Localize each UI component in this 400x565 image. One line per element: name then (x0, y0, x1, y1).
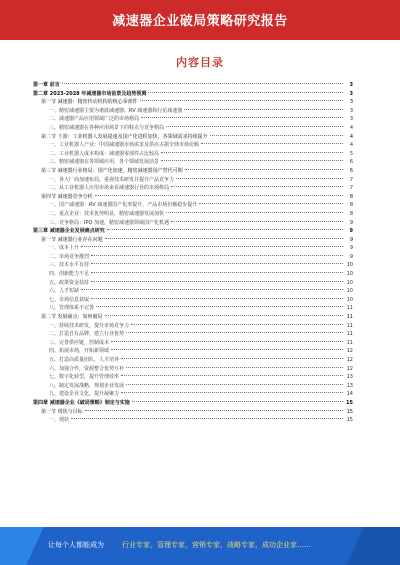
toc-dot-leader (96, 306, 343, 307)
toc-entry[interactable] (33, 81, 353, 90)
footer-tagline: 行业专家，管理专家，营销专家，战略专家，成功企业家…… (122, 541, 311, 549)
toc-dot-leader (91, 255, 343, 256)
toc-entry-page: 4 (349, 133, 353, 140)
toc-dot-leader (81, 246, 343, 247)
toc-entry-label: 三、精密减速器在各种应用场景下的特点与竞争格局 (49, 124, 165, 131)
toc-entry-page: 13 (346, 382, 353, 389)
toc-entry-label: 四、拓展市场，开拓新领域 (49, 348, 110, 355)
toc-dot-leader (126, 384, 343, 385)
toc-entry[interactable] (33, 158, 353, 167)
toc-dot-leader (171, 221, 343, 222)
toc-entry[interactable] (33, 365, 353, 374)
toc-entry[interactable] (33, 390, 353, 399)
toc-entry-page: 9 (349, 219, 353, 226)
toc-dot-leader (131, 324, 343, 325)
toc-dot-leader (210, 135, 343, 136)
toc-entry-label: 七、市场信息获取 (49, 296, 90, 303)
toc-dot-leader (81, 289, 343, 290)
toc-entry-label: 二、从工业机器人应用市场来看减速器行业的市场格局 (49, 185, 170, 192)
toc-entry-label: 第四章 减速器企业《破局策略》制定与实施 (33, 399, 130, 406)
toc-entry-page: 4 (349, 142, 353, 149)
toc-entry[interactable] (33, 270, 353, 279)
toc-entry-page: 12 (346, 357, 353, 363)
toc-entry-page: 11 (346, 322, 353, 329)
toc-entry[interactable] (33, 201, 353, 210)
toc-entry-page: 8 (349, 202, 353, 209)
toc-entry-page: 11 (346, 331, 353, 338)
toc-dot-leader (199, 203, 343, 204)
toc-entry-page: 3 (349, 82, 353, 88)
toc-entry[interactable] (33, 219, 353, 228)
toc-entry[interactable] (33, 167, 353, 176)
toc-dot-leader (121, 358, 343, 359)
toc-entry[interactable] (33, 322, 353, 331)
toc-entry-label: 六、人才短缺 (49, 288, 80, 295)
toc-entry-label: 第三节 减速器行业格局：国产化加速，精密减速器国产替代可期 (41, 167, 183, 174)
footer-banner (0, 527, 400, 565)
toc-dot-leader (85, 410, 343, 411)
toc-entry-label: 一、持续技术研发，提升市场竞争力 (49, 322, 130, 329)
toc-entry-page: 6 (349, 159, 353, 166)
toc-entry[interactable] (33, 347, 353, 356)
toc-dot-leader (201, 143, 343, 144)
toc-entry-page: 9 (349, 228, 353, 235)
toc-entry[interactable] (33, 115, 353, 124)
toc-entry-page: 15 (346, 408, 353, 415)
toc-entry-page: 14 (346, 391, 353, 398)
toc-entry-page: 12 (346, 365, 353, 372)
toc-dot-leader (111, 341, 343, 342)
toc-dot-leader (71, 418, 343, 419)
toc-entry-page: 11 (346, 339, 353, 346)
toc-entry-label: 三、技术水平有待 (49, 262, 90, 269)
toc-entry[interactable] (33, 399, 353, 408)
toc-entry-label: 六、加强合作，资源整合优势互补 (49, 365, 125, 372)
toc-dot-leader (91, 263, 343, 264)
toc-entry-label: 第二节 发展痛点：如何破局 (41, 314, 103, 321)
toc-entry-page: 5 (349, 150, 353, 157)
toc-entry-label: 第一节 减速器行业存在问题 (41, 236, 103, 243)
toc-entry-page: 3 (349, 99, 353, 106)
toc-entry-label: 五、政策资金扶持 (49, 279, 90, 286)
toc-entry[interactable] (33, 210, 353, 219)
toc-entry-label: 一、国产减速器：RV 减速器国产化率提升，产品市场份额稳步提升 (49, 202, 198, 209)
toc-entry-page: 11 (346, 314, 353, 321)
toc-entry[interactable] (33, 107, 353, 116)
toc-entry[interactable] (33, 133, 353, 142)
toc-entry-page: 3 (349, 90, 353, 97)
toc-dot-leader (185, 169, 343, 170)
toc-entry[interactable] (33, 227, 353, 236)
toc-dot-leader (105, 315, 343, 316)
toc-entry-label: 八、制定发展战略，规划企业发展 (49, 382, 125, 389)
toc-entry-label: 二、市场竞争激烈 (49, 253, 90, 260)
toc-entry[interactable] (33, 261, 353, 270)
toc-entry[interactable] (33, 193, 353, 202)
toc-entry[interactable] (33, 339, 353, 348)
toc-entry-page: 13 (346, 374, 353, 381)
toc-entry[interactable] (33, 356, 353, 365)
toc-entry[interactable] (33, 296, 353, 305)
toc-entry-label: 二、减速器产品应用领域广泛的市场格局 (49, 116, 140, 123)
toc-entry-page: 8 (349, 193, 353, 200)
toc-entry-page: 10 (346, 279, 353, 286)
toc-entry-label: 二、打造自有品牌，建立行业优势 (49, 331, 125, 338)
toc-entry-label: 一、各大厂商加速布局，重视技术研发并提升产品竞争力 (49, 176, 175, 183)
toc-dot-leader (121, 392, 343, 393)
toc-dot-leader (107, 229, 343, 230)
toc-dot-leader (184, 109, 343, 110)
toc-dot-leader (91, 281, 343, 282)
footer-accent-shape (0, 527, 44, 565)
toc-dot-leader (121, 375, 343, 376)
toc-entry-label: 第二章 2023-2028 年减速器市场前景及趋势预测 (33, 90, 147, 97)
toc-entry[interactable] (33, 416, 353, 425)
toc-dot-leader (161, 160, 343, 161)
toc-entry-page: 9 (349, 236, 353, 243)
toc-dot-leader (91, 272, 343, 273)
toc-entry-label: 五、打造高质量团队，人才培养 (49, 357, 120, 363)
toc-entry[interactable] (33, 244, 353, 253)
toc-dot-leader (95, 195, 343, 196)
report-header-bar (0, 0, 400, 40)
toc-entry[interactable] (33, 408, 353, 417)
toc-entry[interactable] (33, 330, 353, 339)
toc-entry[interactable] (33, 279, 353, 288)
toc-entry-page: 10 (346, 288, 353, 295)
toc-dot-leader (91, 298, 343, 299)
toc-entry-label: 第三章 减速器企业发展痛点研究 (33, 228, 105, 235)
toc-dot-leader (62, 83, 343, 84)
toc-entry-page: 10 (346, 271, 353, 278)
toc-entry-label: 三、完善供应链，控制成本 (49, 339, 110, 346)
toc-entry-label: 八、管理体系不完善 (49, 305, 95, 312)
toc-entry-page: 12 (346, 348, 353, 355)
toc-entry-page: 10 (346, 296, 353, 303)
toc-dot-leader (176, 178, 343, 179)
toc-entry-page: 15 (346, 399, 353, 406)
toc-entry[interactable] (33, 373, 353, 382)
toc-dot-leader (166, 212, 343, 213)
toc-dot-leader (148, 92, 343, 93)
toc-entry-label: 四、创新能力不足 (49, 271, 90, 278)
toc-entry-label: 二、工业机器人成本构成：减速器零部件占比较高 (49, 150, 160, 157)
toc-entry-label: 第一章 前言 (33, 82, 60, 88)
toc-entry[interactable] (33, 141, 353, 150)
toc-heading: 内容目录 (176, 56, 224, 69)
toc-entry-label: 三、精密减速器在各领域应用，各个领域发展前景 (49, 159, 160, 166)
toc-dot-leader (171, 186, 343, 187)
footer-slogan: 让每个人都能成为 (48, 541, 104, 549)
toc-entry-page: 3 (349, 107, 353, 114)
toc-entry-label: 第一节 减速器：精密传动机构的核心零部件 (41, 99, 138, 106)
toc-entry[interactable] (33, 313, 353, 322)
toc-entry-label: 三、竞争格局：IPO 加速，精密减速器领域国产化机遇 (49, 219, 170, 226)
toc-dot-leader (126, 332, 343, 333)
toc-entry-label: 一、精密减速器主要为谐波减速器、RV 减速器和行星减速器 (49, 107, 183, 114)
toc-entry-label: 一、工业机器人产业：中国减速器市场需求及供应占据全球市场份额 (49, 142, 200, 149)
toc-entry-page: 4 (349, 124, 353, 131)
toc-entry[interactable] (33, 236, 353, 245)
toc-entry[interactable] (33, 176, 353, 185)
toc-entry[interactable] (33, 304, 353, 313)
toc-entry[interactable] (33, 124, 353, 133)
toc-entry-label: 一、成本上升 (49, 245, 80, 252)
toc-dot-leader (166, 126, 343, 127)
toc-entry-page: 3 (349, 116, 353, 123)
toc-entry[interactable] (33, 184, 353, 193)
toc-dot-leader (132, 401, 343, 402)
toc-entry[interactable] (33, 253, 353, 262)
toc-dot-leader (126, 367, 343, 368)
toc-entry-page: 9 (349, 245, 353, 252)
toc-entry-page: 15 (346, 417, 353, 424)
toc-entry-label: 第四节 减速器竞争分析 (41, 193, 93, 200)
toc-entry[interactable] (33, 150, 353, 159)
toc-entry-label: 一、现状 (49, 417, 70, 424)
toc-entry-label: 二、重点企业：技术优势明显，精密减速器发展加快 (49, 210, 165, 217)
toc-dot-leader (141, 117, 343, 118)
toc-entry-page: 9 (349, 253, 353, 260)
toc-dot-leader (161, 152, 343, 153)
toc-entry-label: 第二节 下游：工业机器人发展提速及国产化进程加快，各领域需求持续提升 (41, 133, 208, 140)
toc-entry-page: 10 (346, 262, 353, 269)
toc-dot-leader (140, 100, 343, 101)
toc-entry-page: 11 (346, 305, 353, 312)
toc-entry-label: 九、建设企业文化，提升凝聚力 (49, 391, 120, 398)
toc-entry-page: 8 (349, 210, 353, 217)
toc-entry[interactable] (33, 90, 353, 99)
toc-dot-leader (105, 238, 343, 239)
toc-dot-leader (111, 349, 343, 350)
toc-entry[interactable] (33, 98, 353, 107)
toc-entry[interactable] (33, 287, 353, 296)
table-of-contents (33, 81, 353, 425)
toc-entry-page: 6 (349, 167, 353, 174)
toc-entry[interactable] (33, 382, 353, 391)
footer-accent-shape-right (346, 527, 400, 565)
toc-entry-page: 7 (349, 176, 353, 183)
toc-entry-page: 7 (349, 185, 353, 192)
report-title: 减速器企业破局策略研究报告 (112, 14, 288, 29)
toc-entry-label: 第一节 现状与目标 (41, 408, 83, 415)
toc-entry-label: 七、数字化转型，提升管理效率 (49, 374, 120, 381)
